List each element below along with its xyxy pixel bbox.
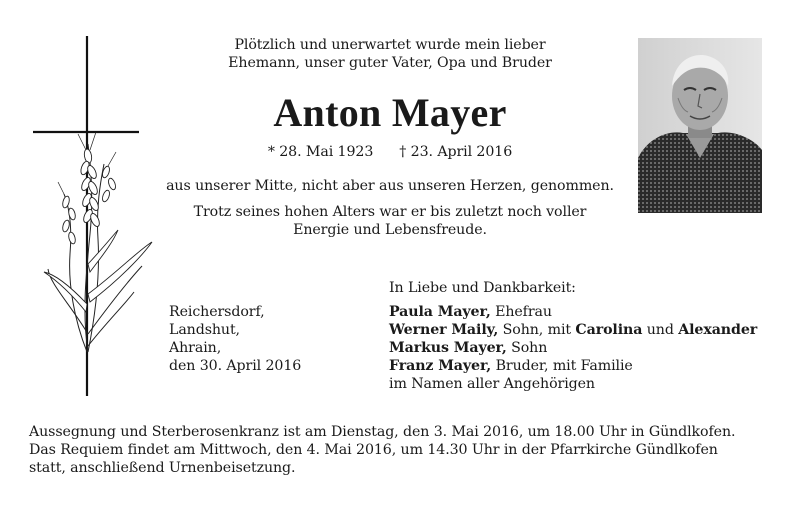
intro-line-1: Plötzlich und unerwartet wurde mein lieber bbox=[234, 37, 546, 53]
family-member-name: Carolina bbox=[575, 322, 643, 338]
family-member bbox=[389, 321, 757, 339]
places-and-date bbox=[169, 303, 301, 375]
intro-line-2: Ehemann, unser guter Vater, Opa und Bruder bbox=[228, 55, 552, 71]
death-date: † 23. April 2016 bbox=[399, 144, 513, 160]
deceased-name: Anton Mayer bbox=[273, 90, 507, 135]
place-1: Reichersdorf, bbox=[169, 304, 265, 320]
funeral-line-2: Das Requiem findet am Mittwoch, den 4. Mai 2016, um 14.30 Uhr in der Pfarrkirche Gündlkofen bbox=[29, 442, 718, 458]
place-2: Landshut, bbox=[169, 322, 240, 338]
family-member-relation: Sohn, mit bbox=[498, 322, 576, 338]
tribute-line-1: Trotz seines hohen Alters war er bis zuletzt noch voller bbox=[193, 204, 587, 220]
tribute-text bbox=[150, 203, 630, 239]
family-member-relation: Ehefrau bbox=[490, 304, 552, 320]
family-member bbox=[389, 357, 757, 375]
portrait-photo bbox=[638, 38, 762, 213]
family-member-relation: Sohn bbox=[506, 340, 548, 356]
family-member-relation: Bruder, mit Familie bbox=[491, 358, 633, 374]
funeral-info bbox=[29, 423, 769, 477]
life-dates bbox=[170, 143, 610, 161]
intro-text bbox=[170, 36, 610, 72]
family-closing: im Namen aller Angehörigen bbox=[389, 376, 595, 392]
family-member-name: Franz Mayer, bbox=[389, 358, 492, 374]
family-member-name: Paula Mayer, bbox=[389, 304, 491, 320]
birth-date: * 28. Mai 1923 bbox=[267, 144, 374, 160]
funeral-line-3: statt, anschließend Urnenbeisetzung. bbox=[29, 460, 296, 476]
family-member bbox=[389, 303, 757, 321]
family-member-name: Werner Maily, bbox=[389, 322, 499, 338]
funeral-line-1: Aussegnung und Sterberosenkranz ist am Dienstag, den 3. Mai 2016, um 18.00 Uhr in Gündlkofen. bbox=[29, 424, 736, 440]
place-3: Ahrain, bbox=[169, 340, 222, 356]
tribute-line-2: Energie und Lebensfreude. bbox=[293, 222, 487, 238]
gratitude-heading: In Liebe und Dankbarkeit: bbox=[389, 280, 576, 296]
family-member-name: Alexander bbox=[678, 322, 758, 338]
notice-date: den 30. April 2016 bbox=[169, 358, 302, 374]
family-member bbox=[389, 339, 757, 357]
family-member-name: Markus Mayer, bbox=[389, 340, 507, 356]
family-list bbox=[389, 303, 757, 393]
memorial-phrase: aus unserer Mitte, nicht aber aus unseren Herzen, genommen. bbox=[166, 178, 614, 194]
family-member-relation: und bbox=[642, 322, 679, 338]
